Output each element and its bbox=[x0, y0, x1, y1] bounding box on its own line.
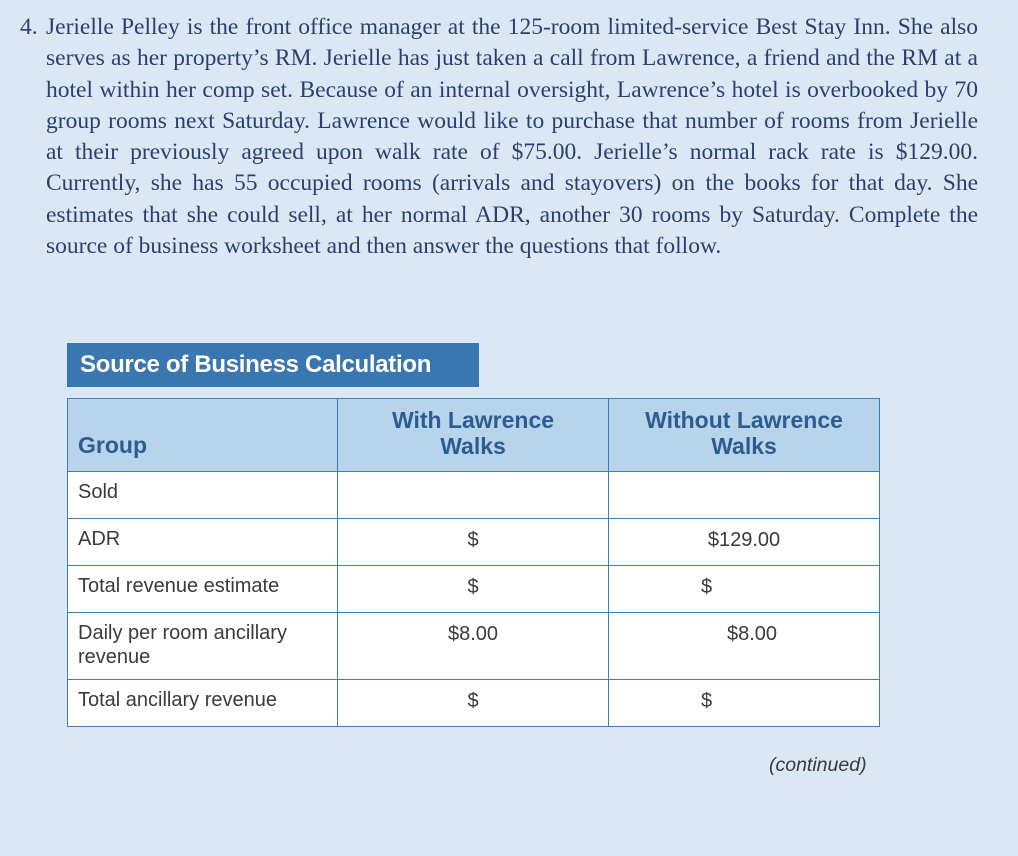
cell-total-ancillary-with[interactable]: $ bbox=[338, 680, 609, 727]
source-of-business-table bbox=[67, 398, 880, 727]
cell-total-revenue-without[interactable]: $ bbox=[609, 566, 880, 613]
cell-daily-ancillary-without: $8.00 bbox=[609, 613, 880, 680]
header-without-line1: Without Lawrence bbox=[645, 407, 843, 433]
header-group-label: Group bbox=[78, 432, 147, 458]
header-without-line2: Walks bbox=[711, 433, 777, 459]
header-with-line1: With Lawrence bbox=[391, 407, 555, 433]
table-row bbox=[68, 519, 880, 566]
row-label-total-ancillary: Total ancillary revenue bbox=[68, 680, 338, 727]
cell-adr-without: $129.00 bbox=[609, 519, 880, 566]
row-label-sold: Sold bbox=[68, 472, 338, 519]
section-title: Source of Business Calculation bbox=[67, 343, 479, 387]
table-row bbox=[68, 566, 880, 613]
cell-total-ancillary-without[interactable]: $ bbox=[609, 680, 880, 727]
row-label-total-revenue: Total revenue estimate bbox=[68, 566, 338, 613]
table-row bbox=[68, 472, 880, 519]
cell-sold-with[interactable] bbox=[338, 472, 609, 519]
header-without-lawrence bbox=[609, 399, 880, 472]
cell-total-revenue-with[interactable]: $ bbox=[338, 566, 609, 613]
continued-note: (continued) bbox=[769, 754, 867, 776]
header-group bbox=[68, 399, 338, 472]
question-text: Jerielle Pelley is the front office manager at the 125-room limited-service Best Stay Inn. She also serves as her property’s RM. Jerielle has just taken a call from Lawrence, a friend and the RM at a hotel within her comp set. Because of an internal oversight, Lawrence’s hotel is overbooked by 70 group rooms next Saturday. Lawrence would like to purchase that number of rooms from Jerielle at their previously agreed upon walk rate of $75.00. Jerielle’s normal rack rate is $129.00. Currently, she has 55 occupied rooms (arrivals and stayovers) on the books for that day. She estimates that she could sell, at her normal ADR, another 30 rooms by Saturday. Complete the source of business worksheet and then answer the questions that follow. bbox=[46, 14, 978, 260]
cell-adr-with[interactable]: $ bbox=[338, 519, 609, 566]
header-with-line2: Walks bbox=[440, 433, 506, 459]
table-row bbox=[68, 680, 880, 727]
row-label-daily-ancillary: Daily per room ancillary revenue bbox=[68, 613, 338, 680]
question-number: 4. bbox=[20, 14, 38, 40]
table-header-row bbox=[68, 399, 880, 472]
cell-sold-without[interactable] bbox=[609, 472, 880, 519]
cell-daily-ancillary-with: $8.00 bbox=[338, 613, 609, 680]
row-label-adr: ADR bbox=[68, 519, 338, 566]
table-row bbox=[68, 613, 880, 680]
header-with-lawrence bbox=[338, 399, 609, 472]
